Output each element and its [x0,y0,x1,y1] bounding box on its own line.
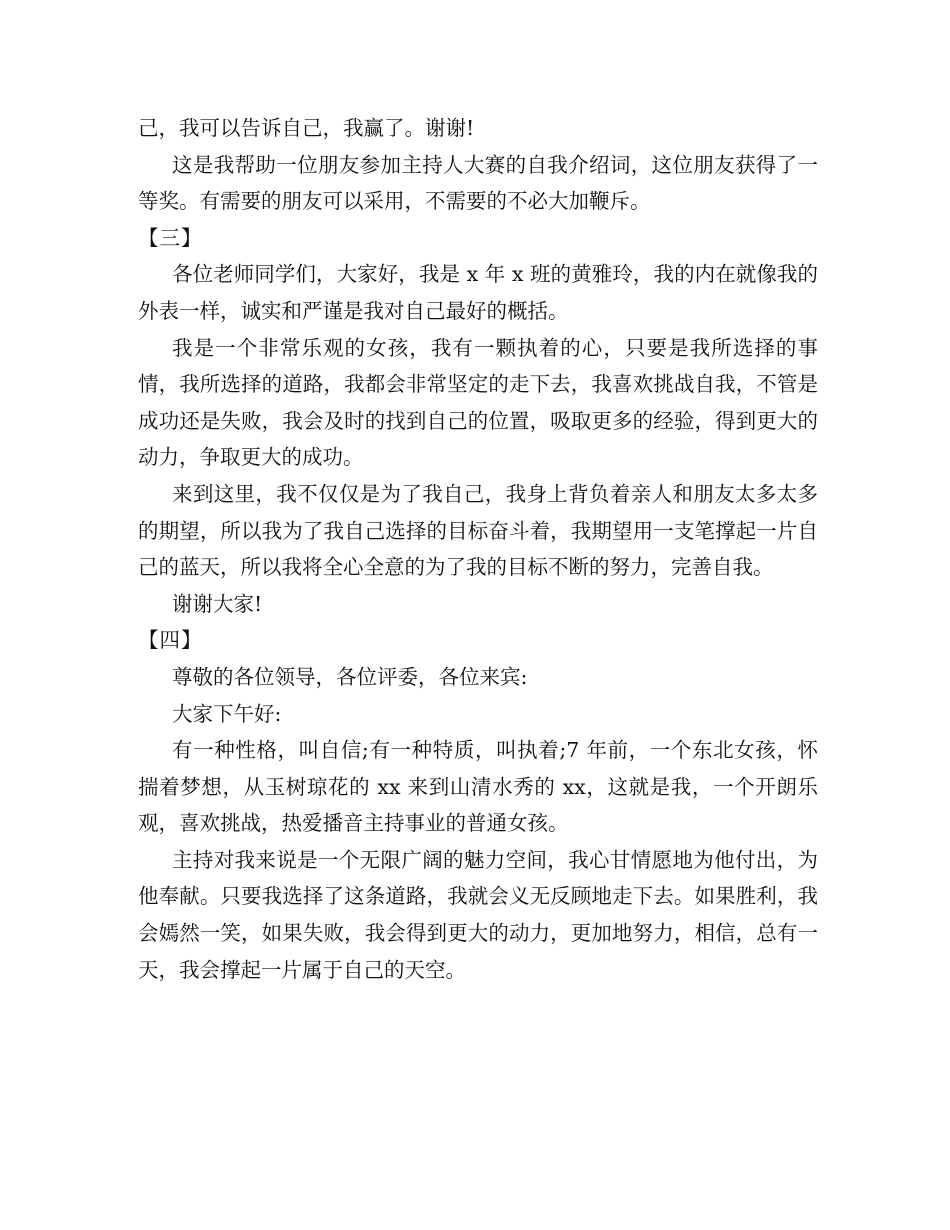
section-heading-four: 【四】 [138,628,203,653]
paragraph-closing-previous: 己，我可以告诉自己，我赢了。谢谢! [138,116,475,140]
paragraph-character: 有一种性格，叫自信;有一种特质，叫执着;7 年前，一个东北女孩，怀揣着梦想，从玉树琼花的 xx 来到山清水秀的 xx，这就是我，一个开朗乐观，喜欢挑战，热爱播音主持事业的普通女孩。 [138,738,818,836]
paragraph-coming-here: 来到这里，我不仅仅是为了我自己，我身上背负着亲人和朋友太多太多的期望，所以我为了我自己选择的目标奋斗着，我期望用一支笔撑起一片自己的蓝天，所以我将全心全意的为了我的目标不断的努力，完善自我。 [138,481,818,580]
section-heading-three: 【三】 [138,225,203,250]
paragraph-greeting-three: 各位老师同学们，大家好，我是 x 年 x 班的黄雅玲，我的内在就像我的外表一样，诚实和严谨是我对自己最好的概括。 [138,262,818,323]
paragraph-salutation: 尊敬的各位领导，各位评委，各位来宾: [172,664,528,689]
paragraph-note: 这是我帮助一位朋友参加主持人大赛的自我介绍词，这位朋友获得了一等奖。有需要的朋友可以采用，不需要的不必大加鞭斥。 [138,152,818,214]
paragraph-hosting: 主持对我来说是一个无限广阔的魅力空间，我心甘情愿地为他付出，为他奉献。只要我选择了这条道路，我就会义无反顾地走下去。如果胜利，我会嫣然一笑，如果失败，我会得到更大的动力，更加地努力，相信，总有一天，我会撑起一片属于自己的天空。 [138,847,818,982]
paragraph-optimistic: 我是一个非常乐观的女孩，我有一颗执着的心，只要是我所选择的事情，我所选择的道路，我都会非常坚定的走下去，我喜欢挑战自我，不管是成功还是失败，我会及时的找到自己的位置，吸取更多的经验，得到更大的动力，争取更大的成功。 [138,335,818,470]
paragraph-good-afternoon: 大家下午好: [172,701,282,726]
document-body [138,110,818,988]
paragraph-thanks: 谢谢大家! [172,591,263,616]
